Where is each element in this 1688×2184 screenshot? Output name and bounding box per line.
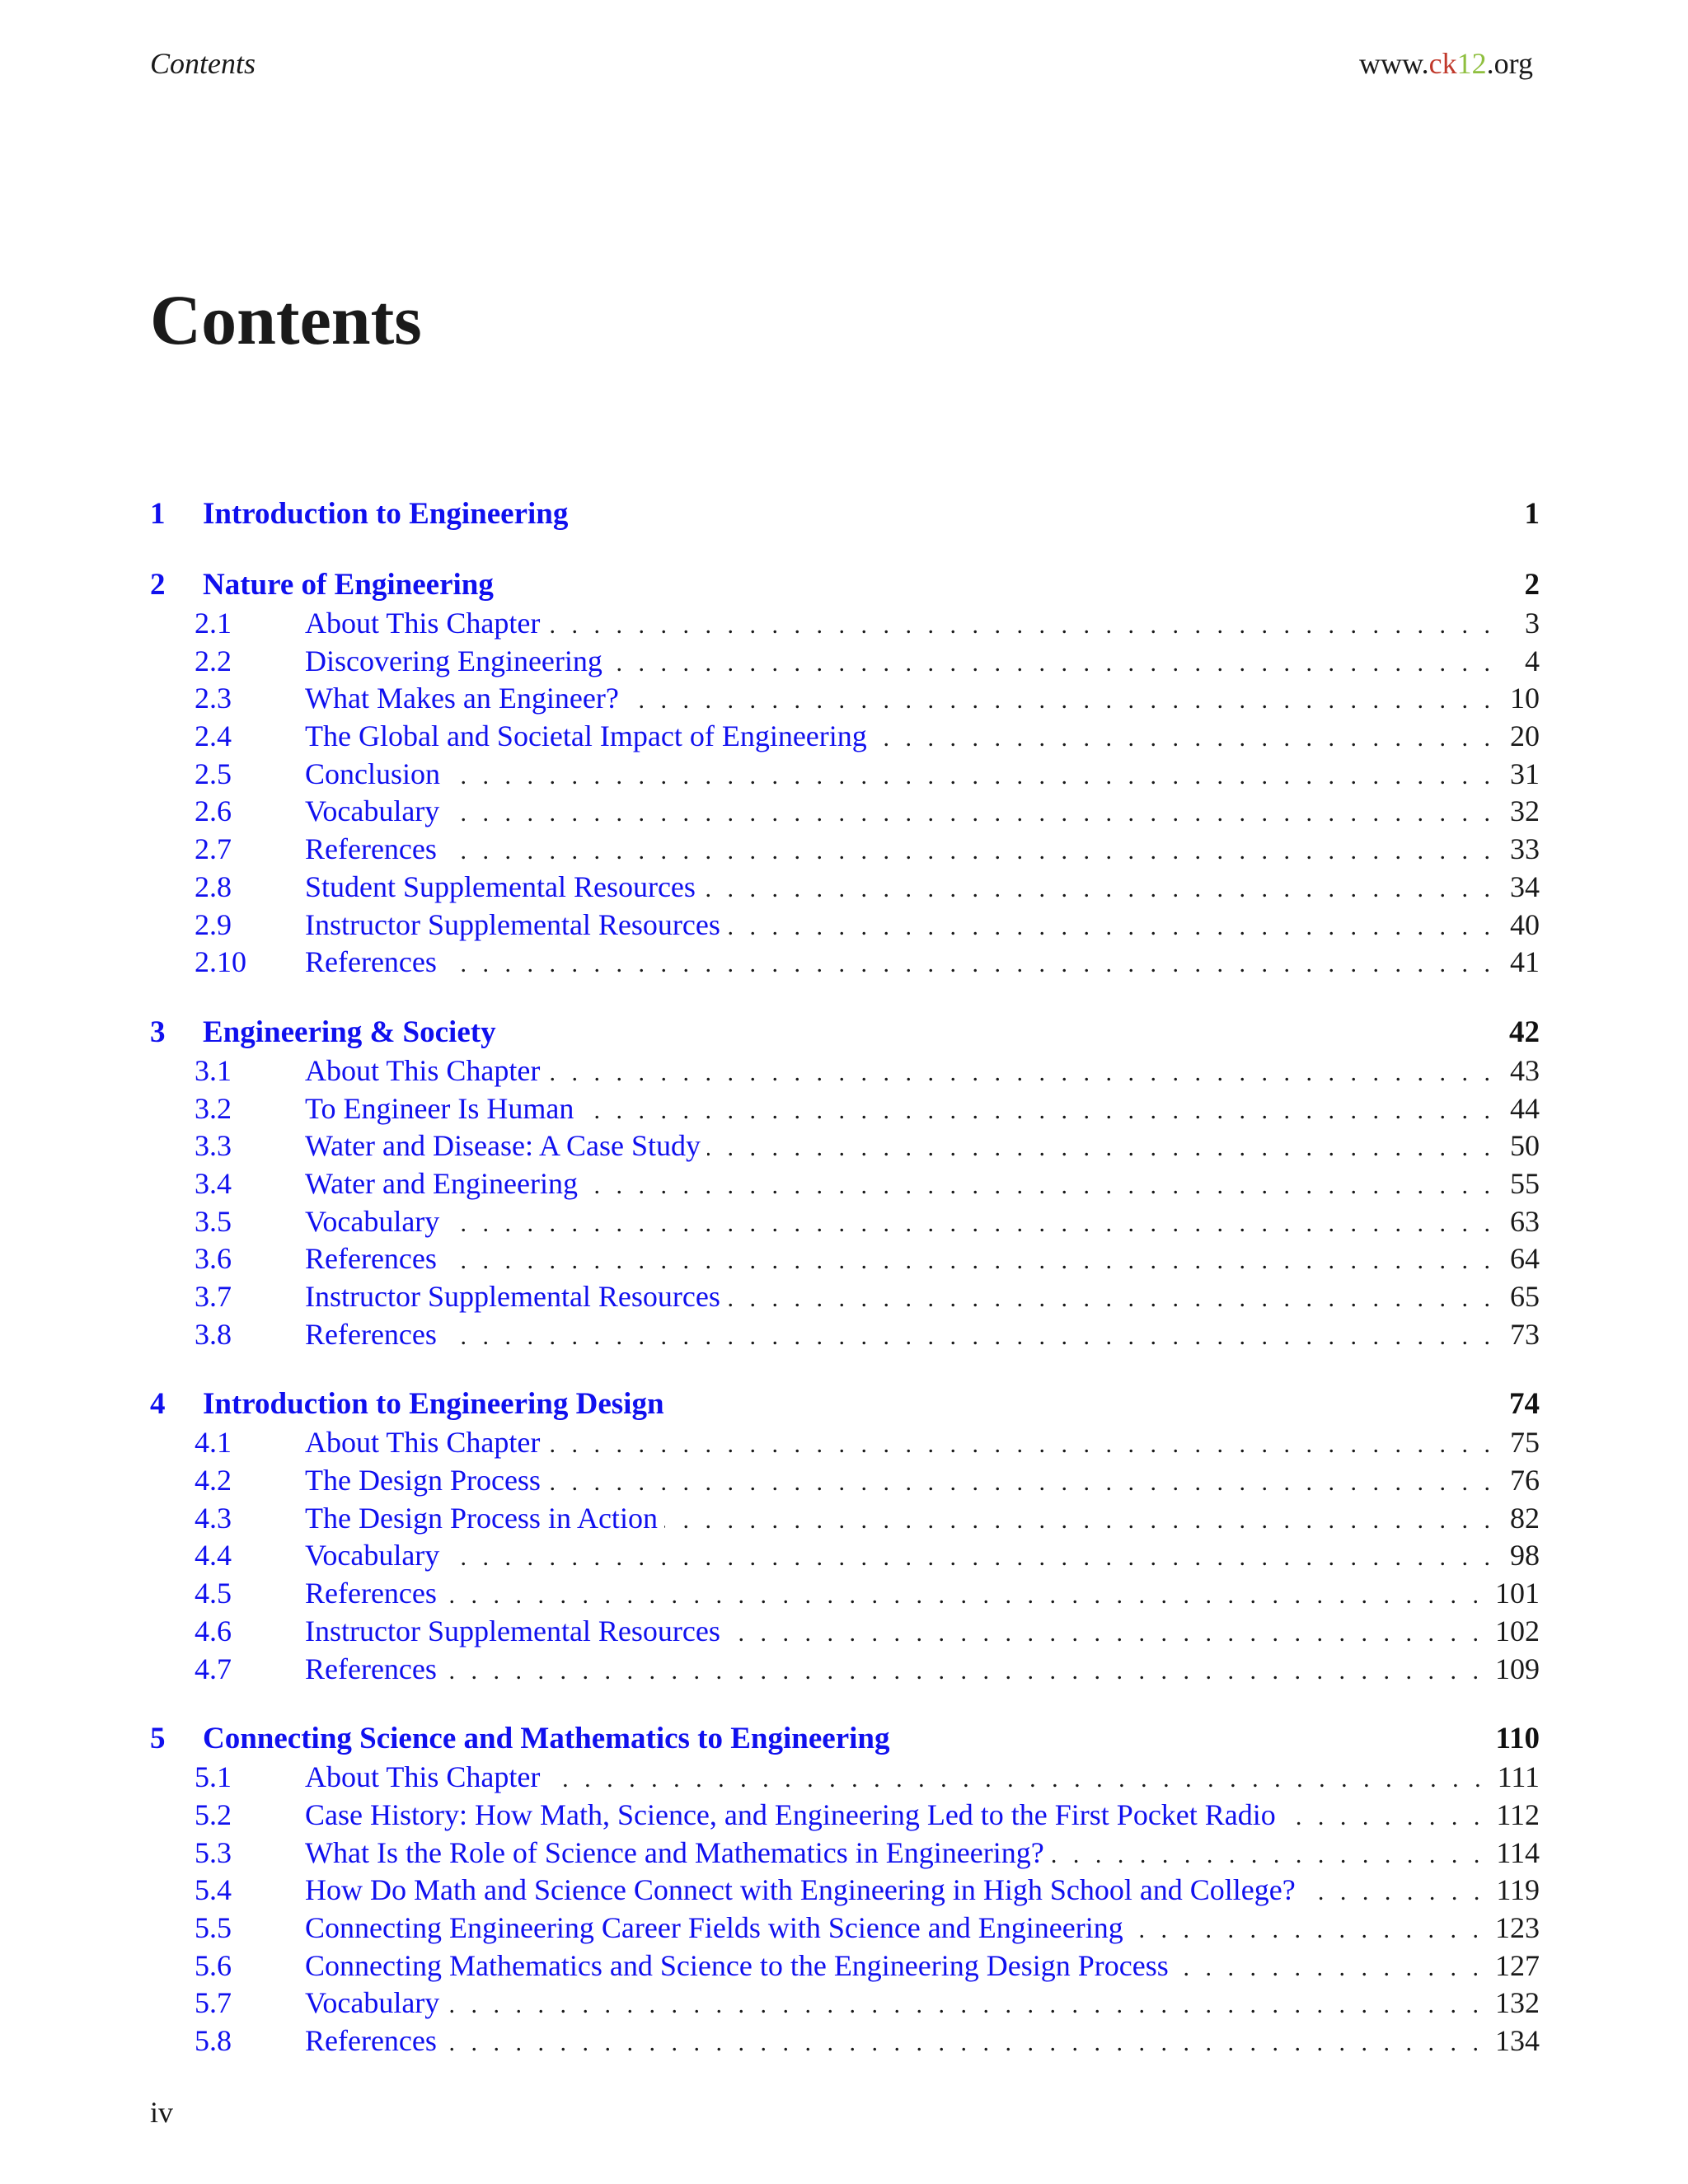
section-title-link[interactable]: References	[305, 2024, 437, 2057]
section-page-number[interactable]: 119	[1496, 1873, 1540, 1907]
section-number[interactable]: 3.2	[195, 1091, 232, 1125]
section-number[interactable]: 5.8	[195, 2024, 232, 2057]
dot-leader	[580, 1092, 1495, 1130]
section-number[interactable]: 2.1	[195, 607, 232, 640]
toc-section-entry[interactable]	[150, 831, 1540, 869]
section-number[interactable]: 2.5	[195, 757, 232, 790]
toc-section-entry[interactable]	[150, 605, 1540, 643]
section-title-link[interactable]: Vocabulary	[305, 1539, 440, 1572]
section-number[interactable]: 5.5	[195, 1910, 232, 1944]
chapter-title-link[interactable]: Introduction to Engineering	[203, 497, 569, 531]
dot-leader	[443, 832, 1495, 870]
section-page-number[interactable]: 43	[1510, 1053, 1540, 1087]
chapter-page-number[interactable]: 1	[1524, 497, 1540, 531]
toc-section-entry[interactable]	[150, 680, 1540, 718]
toc-section-entry[interactable]	[150, 2022, 1540, 2060]
section-number[interactable]: 5.1	[195, 1760, 232, 1794]
dot-leader	[707, 1129, 1495, 1167]
toc-chapter-4	[150, 1385, 1540, 1688]
section-title-link[interactable]: Connecting Engineering Career Fields with Science and Engineering	[305, 1910, 1123, 1944]
section-page-number[interactable]: 63	[1510, 1204, 1540, 1238]
section-page-number[interactable]: 34	[1510, 869, 1540, 903]
dot-leader	[443, 1242, 1495, 1280]
section-title-link[interactable]: About This Chapter	[305, 1053, 541, 1087]
dot-leader	[626, 682, 1495, 719]
section-page-number[interactable]: 55	[1510, 1166, 1540, 1200]
section-number[interactable]: 2.9	[195, 907, 232, 941]
dot-leader	[1302, 1873, 1485, 1911]
section-page-number[interactable]: 123	[1495, 1910, 1540, 1944]
dot-leader	[446, 1205, 1495, 1243]
section-title-link[interactable]: To Engineer Is Human	[305, 1091, 574, 1125]
section-number[interactable]: 4.2	[195, 1464, 232, 1497]
toc-chapter-3	[150, 1013, 1540, 1354]
url-prefix: www.	[1359, 47, 1429, 80]
chapter-number[interactable]: 5	[150, 1722, 166, 1756]
section-title-link[interactable]: Vocabulary	[305, 794, 440, 828]
dot-leader	[727, 1280, 1495, 1318]
section-title-link[interactable]: About This Chapter	[305, 1760, 541, 1794]
chapter-page-number[interactable]: 42	[1509, 1015, 1540, 1049]
section-title-link[interactable]: References	[305, 1317, 437, 1351]
chapter-title-link[interactable]: Connecting Science and Mathematics to Engineering	[203, 1722, 890, 1756]
dot-leader	[546, 1760, 1485, 1798]
toc-chapter-entry[interactable]	[150, 1385, 1540, 1424]
toc-section-entry[interactable]	[150, 869, 1540, 907]
toc-section-entry[interactable]	[150, 1537, 1540, 1575]
section-number[interactable]: 5.6	[195, 1948, 232, 1982]
section-title-link[interactable]: References	[305, 1652, 437, 1685]
dot-leader	[547, 1464, 1495, 1502]
dot-leader	[727, 908, 1495, 946]
section-number[interactable]: 3.3	[195, 1129, 232, 1163]
toc-section-entry[interactable]	[150, 718, 1540, 756]
toc-section-entry[interactable]	[150, 1910, 1540, 1947]
section-number[interactable]: 4.6	[195, 1614, 232, 1647]
toc-chapter-1	[150, 494, 1540, 534]
toc-section-entry[interactable]	[150, 907, 1540, 944]
chapter-title-link[interactable]: Nature of Engineering	[203, 568, 494, 602]
section-page-number[interactable]: 41	[1510, 945, 1540, 979]
section-title-link[interactable]: Discovering Engineering	[305, 644, 603, 677]
section-title-link[interactable]: Water and Disease: A Case Study	[305, 1129, 701, 1163]
toc-chapter-entry[interactable]	[150, 565, 1540, 605]
dot-leader	[727, 1615, 1484, 1652]
section-number[interactable]: 3.4	[195, 1166, 232, 1200]
chapter-number[interactable]: 2	[150, 568, 166, 602]
header-url-link[interactable]	[1359, 46, 1533, 81]
section-page-number[interactable]: 65	[1510, 1280, 1540, 1313]
dot-leader	[609, 644, 1495, 682]
toc-section-entry[interactable]	[150, 1947, 1540, 1985]
toc-section-entry[interactable]	[150, 1203, 1540, 1241]
url-suffix: .org	[1486, 47, 1533, 80]
section-number[interactable]: 4.3	[195, 1501, 232, 1535]
toc-section-entry[interactable]	[150, 756, 1540, 794]
url-12: 12	[1456, 47, 1487, 80]
section-title-link[interactable]: What Is the Role of Science and Mathematics in Engineering?	[305, 1835, 1044, 1869]
toc-section-entry[interactable]	[150, 1127, 1540, 1165]
dot-leader	[1282, 1798, 1485, 1836]
section-number[interactable]: 2.7	[195, 832, 232, 866]
section-number[interactable]: 3.7	[195, 1280, 232, 1313]
dot-leader	[447, 757, 1495, 795]
page-title: Contents	[150, 280, 422, 359]
dot-leader	[584, 1167, 1495, 1205]
section-title-link[interactable]: References	[305, 832, 437, 866]
section-number[interactable]: 2.2	[195, 644, 232, 677]
dot-leader	[874, 719, 1495, 757]
page-folio: iv	[150, 2096, 174, 2129]
section-page-number[interactable]: 64	[1510, 1242, 1540, 1276]
section-number[interactable]: 2.10	[195, 945, 246, 979]
section-number[interactable]: 2.4	[195, 719, 232, 753]
toc-section-entry[interactable]	[150, 1835, 1540, 1872]
chapter-number[interactable]: 1	[150, 497, 166, 531]
dot-leader	[546, 1426, 1495, 1464]
toc-section-entry[interactable]	[150, 1278, 1540, 1316]
header-section-label: Contents	[150, 47, 256, 80]
toc-section-entry[interactable]	[150, 1052, 1540, 1090]
toc-section-entry[interactable]	[150, 1500, 1540, 1538]
dot-leader	[443, 1318, 1495, 1356]
chapter-page-number[interactable]: 74	[1509, 1387, 1540, 1422]
section-page-number[interactable]: 40	[1510, 907, 1540, 941]
section-title-link[interactable]: The Design Process	[305, 1464, 541, 1497]
section-title-link[interactable]: About This Chapter	[305, 607, 541, 640]
section-number[interactable]: 2.3	[195, 682, 232, 715]
toc-section-entry[interactable]	[150, 643, 1540, 681]
section-number[interactable]: 2.8	[195, 869, 232, 903]
toc-chapter-entry[interactable]	[150, 494, 1540, 534]
dot-leader	[1051, 1836, 1485, 1874]
dot-leader	[546, 607, 1495, 644]
section-number[interactable]: 4.1	[195, 1426, 232, 1460]
toc-chapter-entry[interactable]	[150, 1013, 1540, 1052]
section-number[interactable]: 5.7	[195, 1986, 232, 2020]
section-title-link[interactable]: Vocabulary	[305, 1986, 440, 2020]
section-page-number[interactable]: 4	[1525, 644, 1540, 677]
section-page-number[interactable]: 75	[1510, 1426, 1540, 1460]
chapter-title-link[interactable]: Introduction to Engineering Design	[203, 1387, 664, 1422]
section-page-number[interactable]: 101	[1495, 1577, 1540, 1610]
section-number[interactable]: 4.5	[195, 1577, 232, 1610]
section-page-number[interactable]: 10	[1510, 682, 1540, 715]
chapter-number[interactable]: 3	[150, 1015, 166, 1049]
section-page-number[interactable]: 32	[1510, 794, 1540, 828]
section-page-number[interactable]: 114	[1496, 1835, 1540, 1869]
chapter-page-number[interactable]: 110	[1495, 1722, 1540, 1756]
section-title-link[interactable]: Connecting Mathematics and Science to the Engineering Design Process	[305, 1948, 1169, 1982]
section-title-link[interactable]: Vocabulary	[305, 1204, 440, 1238]
section-page-number[interactable]: 82	[1510, 1501, 1540, 1535]
section-page-number[interactable]: 73	[1510, 1317, 1540, 1351]
section-page-number[interactable]: 50	[1510, 1129, 1540, 1163]
dot-leader	[1175, 1949, 1484, 1987]
section-number[interactable]: 3.8	[195, 1317, 232, 1351]
toc-section-entry[interactable]	[150, 1424, 1540, 1462]
section-page-number[interactable]: 127	[1495, 1948, 1540, 1982]
section-number[interactable]: 5.4	[195, 1873, 232, 1907]
section-page-number[interactable]: 109	[1495, 1652, 1540, 1685]
section-title-link[interactable]: How Do Math and Science Connect with Engineering in High School and College?	[305, 1873, 1296, 1907]
toc-section-entry[interactable]	[150, 1797, 1540, 1835]
toc-section-entry[interactable]	[150, 1759, 1540, 1797]
toc-section-entry[interactable]	[150, 793, 1540, 831]
dot-leader	[664, 1502, 1495, 1540]
section-page-number[interactable]: 3	[1525, 607, 1540, 640]
section-title-link[interactable]: References	[305, 945, 437, 979]
dot-leader	[446, 1539, 1495, 1577]
toc-section-entry[interactable]	[150, 1316, 1540, 1354]
toc-chapter-5	[150, 1719, 1540, 2060]
toc-section-entry[interactable]	[150, 1575, 1540, 1613]
section-title-link[interactable]: The Design Process in Action	[305, 1501, 658, 1535]
section-page-number[interactable]: 134	[1495, 2024, 1540, 2057]
section-number[interactable]: 4.4	[195, 1539, 232, 1572]
url-ck: ck	[1428, 47, 1457, 80]
dot-leader	[443, 945, 1495, 983]
section-title-link[interactable]: About This Chapter	[305, 1426, 541, 1460]
section-title-link[interactable]: The Global and Societal Impact of Engineering	[305, 719, 867, 753]
dot-leader	[446, 794, 1495, 832]
section-title-link[interactable]: Instructor Supplemental Resources	[305, 1280, 720, 1313]
section-page-number[interactable]: 31	[1510, 757, 1540, 790]
toc-section-entry[interactable]	[150, 1651, 1540, 1689]
toc-chapter-2	[150, 565, 1540, 982]
chapter-number[interactable]: 4	[150, 1387, 166, 1422]
section-number[interactable]: 3.5	[195, 1204, 232, 1238]
toc-section-entry[interactable]	[150, 1985, 1540, 2022]
section-number[interactable]: 5.2	[195, 1797, 232, 1831]
section-title-link[interactable]: Conclusion	[305, 757, 441, 790]
chapter-page-number[interactable]: 2	[1524, 568, 1540, 602]
section-page-number[interactable]: 111	[1497, 1760, 1540, 1794]
section-page-number[interactable]: 33	[1510, 832, 1540, 866]
section-number[interactable]: 5.3	[195, 1835, 232, 1869]
section-title-link[interactable]: Student Supplemental Resources	[305, 869, 696, 903]
toc-section-entry[interactable]	[150, 1090, 1540, 1128]
dot-leader	[443, 2024, 1484, 2062]
dot-leader	[1130, 1911, 1484, 1949]
toc-section-entry[interactable]	[150, 1240, 1540, 1278]
section-title-link[interactable]: References	[305, 1577, 437, 1610]
dot-leader	[443, 1577, 1484, 1615]
toc-chapter-entry[interactable]	[150, 1719, 1540, 1759]
section-number[interactable]: 3.1	[195, 1053, 232, 1087]
running-header	[150, 46, 1533, 86]
toc-section-entry[interactable]	[150, 1613, 1540, 1651]
dot-leader	[546, 1054, 1495, 1092]
chapter-title-link[interactable]: Engineering & Society	[203, 1015, 496, 1049]
section-page-number[interactable]: 98	[1510, 1539, 1540, 1572]
section-page-number[interactable]: 112	[1496, 1797, 1540, 1831]
section-title-link[interactable]: Instructor Supplemental Resources	[305, 1614, 720, 1647]
section-title-link[interactable]: References	[305, 1242, 437, 1276]
section-title-link[interactable]: Instructor Supplemental Resources	[305, 907, 720, 941]
section-page-number[interactable]: 132	[1495, 1986, 1540, 2020]
toc-section-entry[interactable]	[150, 1872, 1540, 1910]
section-number[interactable]: 3.6	[195, 1242, 232, 1276]
table-of-contents	[150, 494, 1540, 2092]
dot-leader	[702, 870, 1495, 908]
section-number[interactable]: 2.6	[195, 794, 232, 828]
toc-section-entry[interactable]	[150, 1165, 1540, 1203]
section-title-link[interactable]: Water and Engineering	[305, 1166, 578, 1200]
section-title-link[interactable]: Case History: How Math, Science, and Engineering Led to the First Pocket Radio	[305, 1797, 1276, 1831]
section-title-link[interactable]: What Makes an Engineer?	[305, 682, 619, 715]
section-page-number[interactable]: 20	[1510, 719, 1540, 753]
toc-section-entry[interactable]	[150, 944, 1540, 982]
toc-section-entry[interactable]	[150, 1462, 1540, 1500]
section-page-number[interactable]: 102	[1495, 1614, 1540, 1647]
section-page-number[interactable]: 76	[1510, 1464, 1540, 1497]
dot-leader	[446, 1986, 1484, 2024]
section-number[interactable]: 4.7	[195, 1652, 232, 1685]
dot-leader	[443, 1652, 1484, 1690]
section-page-number[interactable]: 44	[1510, 1091, 1540, 1125]
